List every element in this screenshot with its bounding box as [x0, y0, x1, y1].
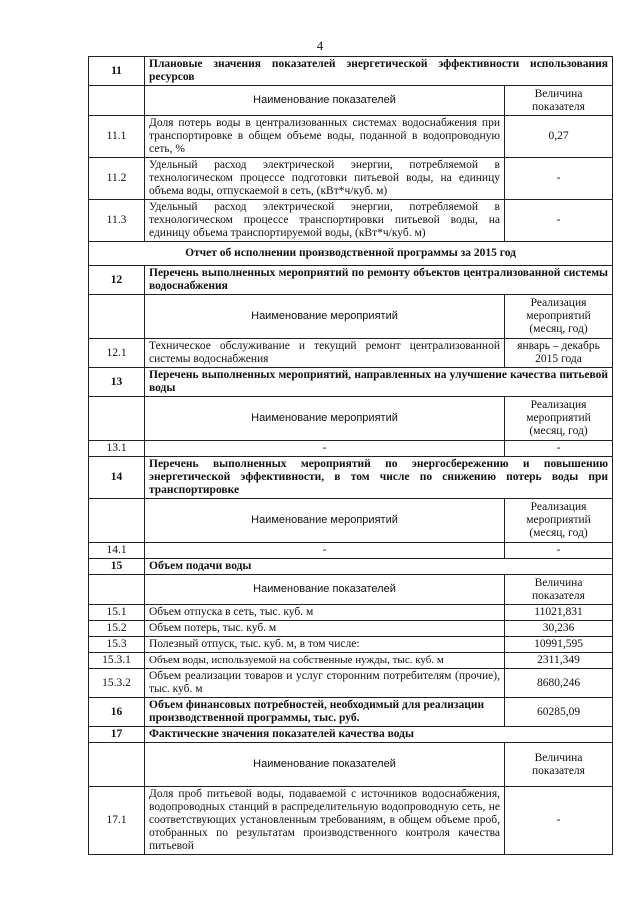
row-number: 15.3.1	[89, 653, 145, 669]
table-row	[89, 653, 613, 669]
table-row	[89, 116, 613, 158]
row-value: -	[505, 200, 613, 242]
row-value: -	[505, 158, 613, 200]
section-12-header	[89, 266, 613, 295]
section-title: Объем подачи воды	[145, 559, 613, 575]
section-15-header	[89, 559, 613, 575]
column-header-value: Величина показателя	[505, 575, 613, 605]
column-header-row	[89, 743, 613, 787]
empty-cell	[89, 499, 145, 543]
table-row	[89, 605, 613, 621]
table-row	[89, 669, 613, 698]
row-value: 30,236	[505, 621, 613, 637]
section-title: Перечень выполненных мероприятий по ремонту объектов централизованной системы водоснабжения	[145, 266, 613, 295]
row-number: 17.1	[89, 787, 145, 855]
row-number: 15.3.2	[89, 669, 145, 698]
column-header-row	[89, 295, 613, 339]
column-header-value: Величина показателя	[505, 743, 613, 787]
row-text: Объем отпуска в сеть, тыс. куб. м	[145, 605, 505, 621]
row-text: -	[145, 543, 505, 559]
column-header-name: Наименование показателей	[145, 743, 505, 787]
section-number: 13	[89, 368, 145, 397]
page-number: 4	[316, 38, 324, 53]
column-header-row	[89, 575, 613, 605]
row-text: Техническое обслуживание и текущий ремонт централизованной системы водоснабжения	[145, 339, 505, 368]
row-number: 15.2	[89, 621, 145, 637]
table-row	[89, 621, 613, 637]
section-number: 14	[89, 457, 145, 499]
row-value: 2311,349	[505, 653, 613, 669]
section-title: Перечень выполненных мероприятий, направленных на улучшение качества питьевой воды	[145, 368, 613, 397]
row-number: 11.2	[89, 158, 145, 200]
column-header-name: Наименование показателей	[145, 86, 505, 116]
row-value: -	[505, 787, 613, 855]
row-value: 10991,595	[505, 637, 613, 653]
column-header-row	[89, 499, 613, 543]
section-title: Перечень выполненных мероприятий по энергосбережению и повышению энергетической эффективности, в том числе по снижению потерь воды при транспортировке	[145, 457, 613, 499]
row-value: 8680,246	[505, 669, 613, 698]
column-header-name: Наименование мероприятий	[145, 499, 505, 543]
column-header-name: Наименование показателей	[145, 575, 505, 605]
section-title: Объем финансовых потребностей, необходимый для реализации производственной программы, тыс. руб.	[145, 698, 505, 727]
report-title: Отчет об исполнении производственной программы за 2015 год	[89, 242, 613, 266]
section-number: 11	[89, 57, 145, 86]
row-text: Доля потерь воды в централизованных системах водоснабжения при транспортировке в общем объеме воды, поданной в водопроводную сеть, %	[145, 116, 505, 158]
table-row	[89, 158, 613, 200]
section-number: 16	[89, 698, 145, 727]
table-row	[89, 200, 613, 242]
section-number: 17	[89, 727, 145, 743]
section-14-header	[89, 457, 613, 499]
section-title: Фактические значения показателей качества воды	[145, 727, 613, 743]
table-row	[89, 543, 613, 559]
row-text: Объем потерь, тыс. куб. м	[145, 621, 505, 637]
row-number: 14.1	[89, 543, 145, 559]
table-row	[89, 441, 613, 457]
empty-cell	[89, 295, 145, 339]
row-value: 60285,09	[505, 698, 613, 727]
row-text: Удельный расход электрической энергии, потребляемой в технологическом процессе транспортировки питьевой воды, на единицу объема транспортируемой воды, (кВт*ч/куб. м)	[145, 200, 505, 242]
table-row	[89, 787, 613, 855]
section-13-header	[89, 368, 613, 397]
column-header-value: Реализация мероприятий (месяц, год)	[505, 397, 613, 441]
empty-cell	[89, 575, 145, 605]
row-text: Объем реализации товаров и услуг сторонним потребителям (прочие), тыс. куб. м	[145, 669, 505, 698]
empty-cell	[89, 397, 145, 441]
section-17-header	[89, 727, 613, 743]
row-number: 15.1	[89, 605, 145, 621]
row-number: 13.1	[89, 441, 145, 457]
row-value: 11021,831	[505, 605, 613, 621]
row-value: -	[505, 441, 613, 457]
empty-cell	[89, 743, 145, 787]
row-number: 12.1	[89, 339, 145, 368]
column-header-value: Величина показателя	[505, 86, 613, 116]
column-header-value: Реализация мероприятий (месяц, год)	[505, 295, 613, 339]
section-16-row	[89, 698, 613, 727]
report-title-row	[89, 242, 613, 266]
table-row	[89, 637, 613, 653]
section-number: 12	[89, 266, 145, 295]
row-text: Удельный расход электрической энергии, потребляемой в технологическом процессе подготовки питьевой воды, на единицу объема воды, отпускаемой в сеть, (кВт*ч/куб. м)	[145, 158, 505, 200]
section-number: 15	[89, 559, 145, 575]
row-text: Объем воды, используемой на собственные нужды, тыс. куб. м	[145, 653, 505, 669]
table-row	[89, 339, 613, 368]
row-text: -	[145, 441, 505, 457]
section-title: Плановые значения показателей энергетической эффективности использования ресурсов	[145, 57, 613, 86]
row-value: 0,27	[505, 116, 613, 158]
row-text: Доля проб питьевой воды, подаваемой с источников водоснабжения, водопроводных станций в распределительную водопроводную сеть, не соответствующих установленным требованиям, в общем объеме проб, отобранных по результатам производственного контроля качества питьевой	[145, 787, 505, 855]
column-header-row	[89, 397, 613, 441]
program-table	[88, 56, 613, 855]
column-header-value: Реализация мероприятий (месяц, год)	[505, 499, 613, 543]
column-header-name: Наименование мероприятий	[145, 295, 505, 339]
column-header-row	[89, 86, 613, 116]
column-header-name: Наименование мероприятий	[145, 397, 505, 441]
section-11-header	[89, 57, 613, 86]
row-number: 15.3	[89, 637, 145, 653]
empty-cell	[89, 86, 145, 116]
row-number: 11.3	[89, 200, 145, 242]
row-number: 11.1	[89, 116, 145, 158]
row-value: -	[505, 543, 613, 559]
row-value: январь – декабрь 2015 года	[505, 339, 613, 368]
row-text: Полезный отпуск, тыс. куб. м, в том числе:	[145, 637, 505, 653]
